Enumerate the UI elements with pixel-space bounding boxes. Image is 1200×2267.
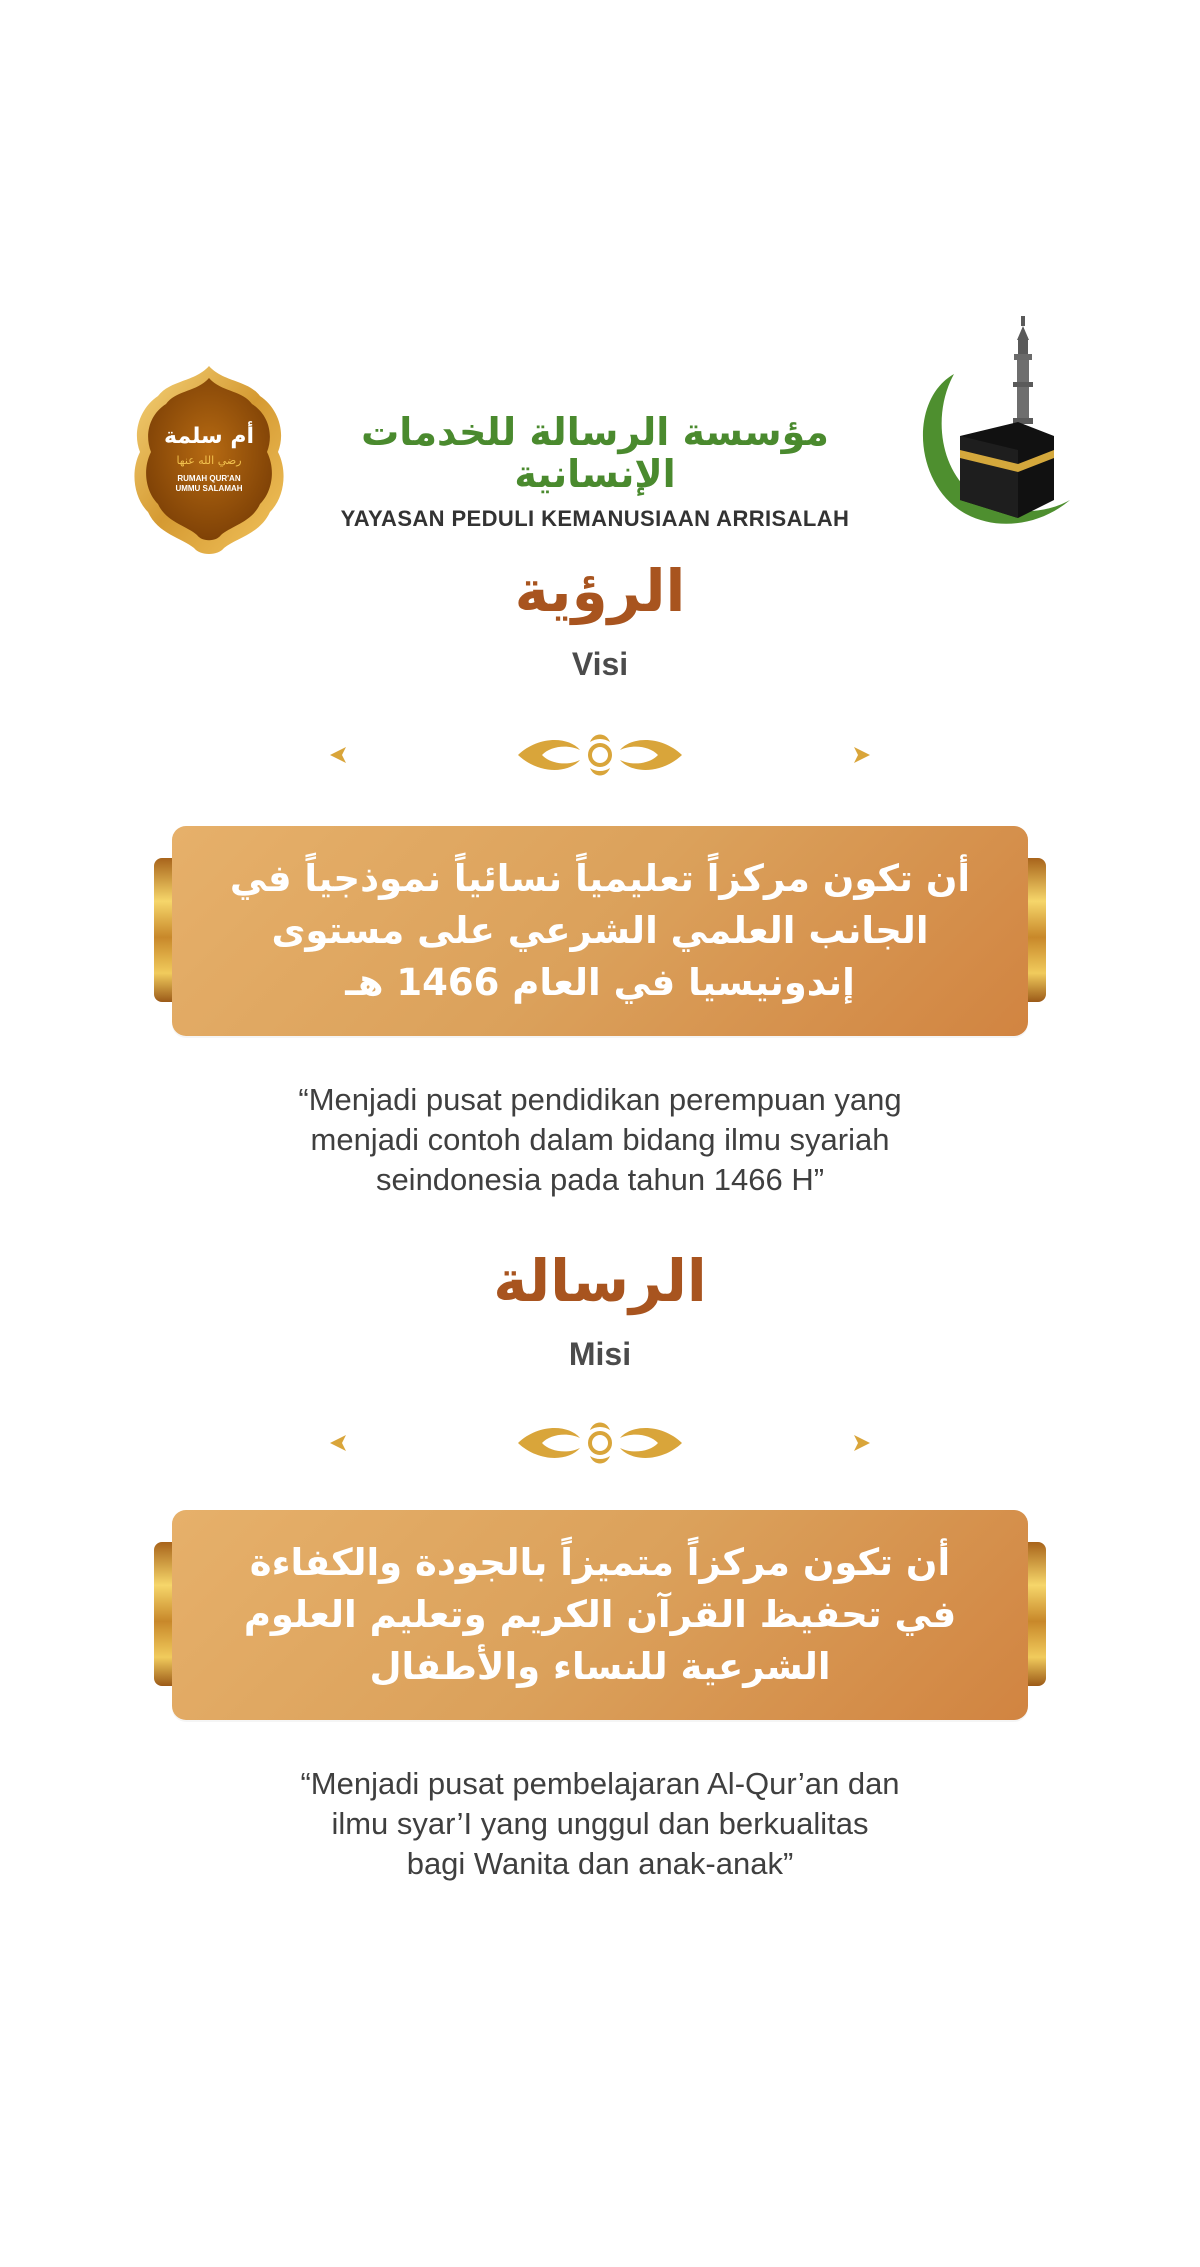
mission-arabic-line-1: أن تكون مركزاً متميزاً بالجودة والكفاءة xyxy=(249,1541,951,1584)
org-arabic-name: مؤسسة الرسالة للخدمات الإنسانية xyxy=(361,410,829,496)
vision-title-arabic: الرؤية xyxy=(514,557,686,625)
mission-banner xyxy=(150,1510,1050,1720)
mission-banner-panel xyxy=(172,1510,1028,1720)
ornament-divider-icon xyxy=(328,1418,872,1468)
mission-arabic-line-3: الشرعية للنساء والأطفال xyxy=(369,1645,831,1688)
mission-title-arabic: الرسالة xyxy=(493,1247,707,1315)
vision-quote-line-3: seindonesia pada tahun 1466 H” xyxy=(375,1162,825,1197)
vision-arabic-line-2: الجانب العلمي الشرعي على مستوى xyxy=(271,909,929,952)
vision-title-latin: Visi xyxy=(571,646,629,682)
vision-banner xyxy=(150,826,1050,1036)
kaaba-minaret-icon xyxy=(920,310,1080,540)
mission-quote-line-2: ilmu syar’I yang unggul dan berkualitas xyxy=(331,1806,869,1841)
arrisalah-logo xyxy=(920,310,1080,540)
org-latin-name: YAYASAN PEDULI KEMANUSIAAN ARRISALAH xyxy=(340,505,850,531)
badge-latin-line1: RUMAH QUR'AN xyxy=(177,474,241,483)
mission-quote-line-3: bagi Wanita dan anak-anak” xyxy=(406,1846,794,1881)
vision-quote xyxy=(0,1080,1200,1200)
vision-quote-line-2: menjadi contoh dalam bidang ilmu syariah xyxy=(310,1122,890,1157)
vision-arabic-line-1: أن تكون مركزاً تعليمياً نسائياً نموذجياً في xyxy=(229,857,971,900)
ummu-salamah-badge xyxy=(128,362,290,562)
mission-arabic-line-2: في تحفيظ القرآن الكريم وتعليم العلوم xyxy=(243,1593,957,1636)
mission-quote xyxy=(0,1764,1200,1884)
mission-title-latin: Misi xyxy=(568,1336,632,1372)
badge-arabic-name: أم سلمة xyxy=(163,424,255,449)
vision-banner-panel xyxy=(172,826,1028,1036)
organization-name xyxy=(310,412,880,532)
vision-quote-line-1: “Menjadi pusat pendidikan perempuan yang xyxy=(298,1082,902,1117)
vision-arabic-line-3: إندونيسيا في العام 1466 هـ xyxy=(345,961,855,1004)
ornament-divider-icon xyxy=(328,730,872,780)
badge-latin-line2: UMMU SALAMAH xyxy=(175,484,243,493)
badge-arabic-sub: رضي الله عنها xyxy=(176,454,242,467)
mission-quote-line-1: “Menjadi pusat pembelajaran Al-Qur’an dan xyxy=(300,1766,900,1801)
